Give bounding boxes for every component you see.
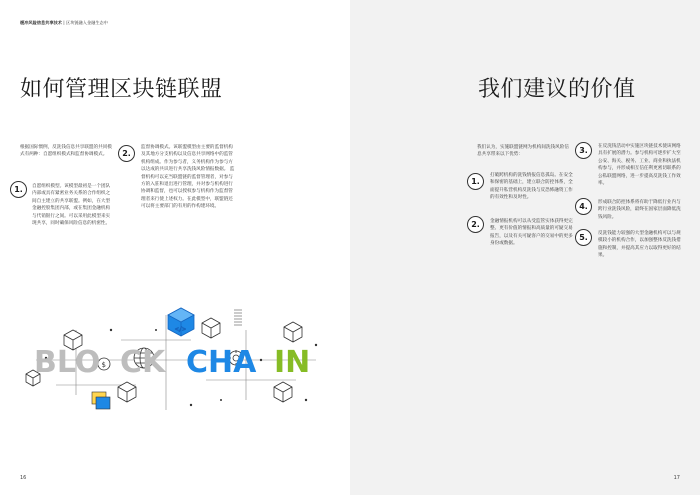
- blockchain-word-bg: BLO: [34, 345, 101, 380]
- right-item4-text: 形成联合防控体系将有助于降低行业内与跨行业洗钱风险，最终在国家层面降低洗钱风险。: [598, 200, 681, 220]
- header-rest: 区块链融入金融生态中: [66, 20, 108, 25]
- number-badge-r4: 4.: [575, 198, 592, 215]
- blockchain-illustration: [16, 300, 336, 420]
- right-page: [350, 0, 700, 495]
- number-badge-r1: 1.: [467, 173, 484, 190]
- svg-text:CHA: CHA: [186, 345, 257, 380]
- number-badge-2: 2.: [118, 145, 135, 162]
- header-divider: |: [63, 20, 65, 25]
- header-bold: 缓冲风险信息共享技术: [20, 20, 62, 25]
- right-item3-text: 在反洗钱活动中实施区块链技术使该网络具有扩展的潜力。参与机构可逐步扩大至公安、海关、税务、工业、商业和执法机构参与，并形成相互信任利更密切联系的公私联盟网络，进一步提高反洗钱工作效率。: [598, 144, 681, 187]
- number-badge-r2: 2.: [467, 216, 484, 233]
- page-number-left: 16: [20, 475, 27, 481]
- svg-text:$: $: [101, 361, 106, 369]
- page-title-left: 如何管理区块链联盟: [20, 77, 223, 102]
- svg-text:CK: CK: [120, 345, 166, 380]
- right-item1-text: 打破跨机构的洗钱情报信息孤岛。在安全和保密的基础上，建立联合防控体系，全面提升私营机构反洗钱与反恐怖融资工作的有效性和及时性。: [490, 173, 573, 201]
- svg-text:</>: </>: [175, 326, 186, 333]
- intro-right: 我们认为，实施联盟链网为机构间洗钱风险信息共享带来以下优势：: [477, 145, 569, 158]
- item2-text: 监督协调模式。该联盟模型由主要的监督机构及其地方分支机构以及信息共享网络中的监管机构组成。作为参与者，义务机构作为参与方以达成的共识进行共享洗钱风险情报数据。 监督机构可以充当联盟链的监督管理者，对参与方的入驻和退出进行管理，并对参与机构进行协调和监督，也可以授权参与机构作为监督管理者来行使上述权力。在此模型中，联盟链还可以将主要部门的有用的作构建环境。: [141, 145, 235, 210]
- right-item5-text: 反洗钱能力较强的大型金融机构可以与规模较小的机构合作，以加强整体反洗钱措施和控制，并提高其应力以取得更好的结果。: [598, 231, 681, 259]
- svg-text:IN: IN: [274, 345, 311, 380]
- number-badge-1: 1.: [10, 181, 27, 198]
- item1-text: 自愿组织模型。该模型最初是一个团队内部或具有紧密业务关系的合作组织之间自主建立的共享联盟。例如，在大型金融控股集团内部，或在集团金融机构与代销银行之间。可以采用此模型来实现共享，同时确保风险信息的机密性。: [32, 184, 111, 227]
- running-header: [20, 20, 108, 26]
- number-badge-r5: 5.: [575, 229, 592, 246]
- page-number-right: 17: [673, 475, 680, 481]
- number-badge-r3: 3.: [575, 142, 592, 159]
- intro-left: 根据国际惯例，反洗钱信息共享联盟的共同模式有两种：自愿组织模式和监督协调模式。: [20, 145, 112, 158]
- right-item2-text: 金融情报机构可以从受监管实体获得更完整、更有价值的情报和高质量的可疑交易报告，以及有关可疑客户的交易中的更多身份或数据。: [490, 219, 573, 247]
- page-title-right: 我们建议的价值: [478, 77, 636, 102]
